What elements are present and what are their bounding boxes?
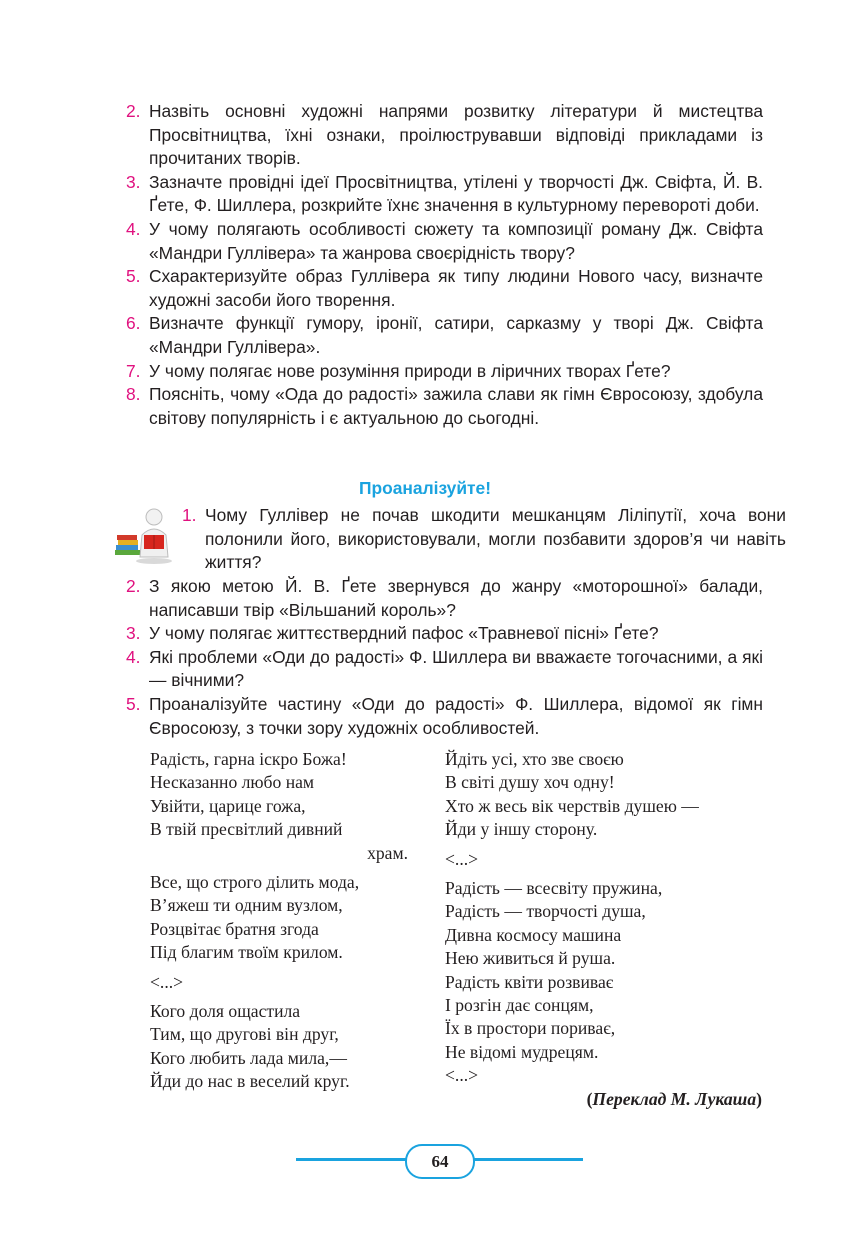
questions-list-1 [126, 100, 763, 430]
question-text: Чому Гуллівер не почав шкодити мешканцям Ліліпутії, хоча вони полонили його, використовували, могли позбавити здоров’я чи навіть життя? [205, 505, 786, 573]
poem-line: В світі душу хоч одну! [445, 772, 615, 793]
poem-line: <...> [445, 848, 479, 869]
poem-line: Їх в простори пориває, [445, 1018, 616, 1039]
poem-line: Кого доля ощастила [150, 1001, 301, 1022]
question-number: 1. [182, 505, 197, 525]
poem-line: Під благим твоїм крилом. [150, 942, 343, 963]
question-text: Назвіть основні художні напрями розвитку літератури й мистецтва Просвітництва, їхні ознаки, проілюструвавши відповіді прикладами із прочитаних творів. [149, 101, 763, 169]
question-item [182, 504, 786, 575]
question-item [126, 100, 763, 171]
questions-list-2 [126, 575, 763, 740]
question-text: У чому полягає нове розуміння природи в ліричних творах Ґете? [149, 360, 671, 381]
poem-line: Тим, що другові він друг, [150, 1024, 339, 1045]
page-number-line-right [471, 1158, 583, 1161]
question-item [126, 218, 763, 265]
attribution-text: Переклад М. Лукаша [592, 1089, 757, 1109]
question-item [126, 575, 763, 622]
poem-line: Розцвітає братня згода [150, 918, 319, 939]
poem-line: <...> [445, 1065, 479, 1086]
poem-line: <...> [150, 971, 184, 992]
question-item [126, 383, 763, 430]
question-text: У чому полягають особливості сюжету та композиції роману Дж. Свіфта «Мандри Гуллівера» та жанрова своєрідність твору? [149, 218, 763, 263]
question-number: 4. [126, 218, 141, 239]
reading-figure-icon [114, 505, 174, 565]
question-number: 2. [126, 101, 141, 121]
page-number-line-left [296, 1158, 408, 1161]
question-number: 5. [126, 266, 141, 287]
question-text: Схарактеризуйте образ Гуллівера як типу людини Нового часу, визначте художні засоби його творення. [149, 266, 763, 310]
question-text: Які проблеми «Оди до радості» Ф. Шиллера ви вважаєте тогочасними, а які — вічними? [149, 646, 763, 691]
poem-column-left [150, 748, 408, 1094]
question-text: У чому полягає життєствердний пафос «Травневої пісні» Ґете? [149, 623, 659, 644]
poem-line: Йди до нас в веселий круг. [150, 1071, 350, 1092]
poem-line: Радість — творчості душа, [445, 901, 646, 922]
poem-line: Радість — всесвіту пружина, [445, 878, 663, 899]
poem-line: Дивна космосу машина [445, 924, 622, 945]
question-text: Зазначте провідні ідеї Просвітництва, утілені у творчості Дж. Свіфта, Й. В. Ґете, Ф. Шиллера, розкрийте їхнє значення в культурному перевороті доби. [149, 171, 763, 216]
section-heading: Проаналізуйте! [358, 478, 492, 498]
question-item [126, 646, 763, 693]
question-text: Визначте функції гумору, іронії, сатири, сарказму у творі Дж. Свіфта «Мандри Гуллівера». [149, 313, 763, 357]
poem-line: Йди у іншу сторону. [445, 819, 598, 840]
poem-line: Кого любить лада мила,— [150, 1047, 347, 1068]
attribution-open: ( [586, 1089, 593, 1109]
question-number: 3. [126, 171, 141, 192]
poem-line: Радість, гарна іскро Божа! [150, 749, 347, 769]
question-number: 7. [126, 360, 141, 381]
poem-line: І розгін дає сонцям, [445, 995, 594, 1016]
page-number: 64 [405, 1144, 475, 1179]
poem-line: Несказанно любо нам [150, 772, 315, 793]
question-text: Поясніть, чому «Ода до радості» зажила слави як гімн Євросоюзу, здобула світову популярність і є актуальною до сьогодні. [149, 384, 763, 428]
poem-line: храм. [367, 842, 408, 863]
poem-line: Радість квіти розвиває [445, 971, 614, 992]
poem-line: Нею живиться й руша. [445, 948, 616, 969]
question-item [126, 360, 763, 384]
question-number: 2. [126, 576, 141, 596]
poem-line: Йдіть усі, хто зве своєю [445, 749, 624, 769]
question-item [126, 265, 763, 312]
question-item [126, 622, 763, 646]
question-number: 8. [126, 384, 141, 405]
question-text: З якою метою Й. В. Ґете звернувся до жанру «моторошної» балади, написавши твір «Вільшаний король»? [149, 576, 763, 620]
translation-attribution [587, 1089, 762, 1110]
question-item [126, 693, 763, 740]
poem-line: В’яжеш ти одним вузлом, [150, 895, 343, 916]
question-number: 3. [126, 623, 141, 644]
question-number: 4. [126, 646, 141, 667]
question-number: 6. [126, 313, 141, 334]
poem-line: Хто ж весь вік черствів душею — [445, 795, 699, 816]
attribution-close: ) [756, 1089, 762, 1109]
question-item [126, 171, 763, 218]
poem-line: Не відомі мудрецям. [445, 1041, 599, 1062]
poem-line: В твій пресвітлий дивний [150, 819, 343, 840]
poem-column-right [445, 748, 765, 1094]
question-number: 5. [126, 693, 141, 714]
poem-line: Все, що строго ділить мода, [150, 872, 360, 893]
question-text: Проаналізуйте частину «Оди до радості» Ф. Шиллера, відомої як гімн Євросоюзу, з точки зору художніх особливостей. [149, 693, 763, 738]
question-item [126, 312, 763, 359]
poem-line: Увійти, царице гожа, [150, 795, 306, 816]
